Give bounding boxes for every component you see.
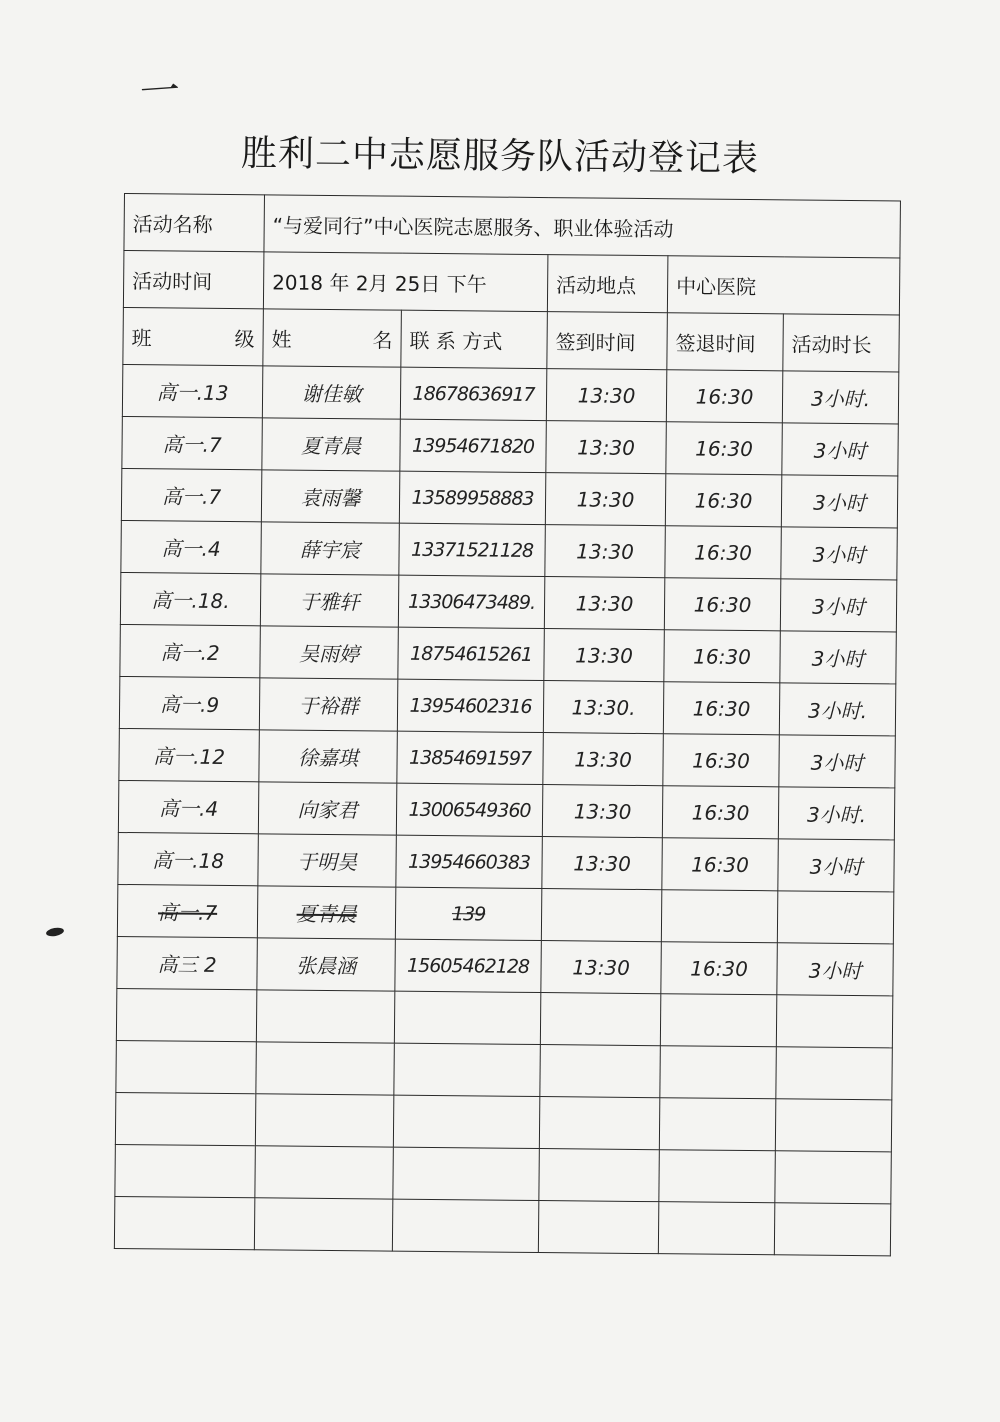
name-cell: 于明昊 [258, 834, 396, 887]
class-cell: 高一.9 [119, 676, 259, 729]
sign-out-cell: 16:30 [661, 942, 777, 995]
sign-in-cell [538, 1201, 658, 1254]
class-cell: 高一.2 [120, 624, 260, 677]
class-cell: 高三 2 [117, 936, 257, 989]
class-cell: 高一.12 [119, 728, 259, 781]
name-cell [254, 1198, 392, 1251]
volunteer-row [115, 1144, 891, 1203]
header-class [123, 307, 264, 365]
activity-name-value: “与爱同行”中心医院志愿服务、职业体验活动 [264, 195, 901, 258]
name-cell: 张晨涵 [257, 938, 395, 991]
phone-cell: 139 [395, 887, 541, 940]
sign-in-cell: 13:30 [544, 577, 664, 630]
phone-cell [394, 991, 540, 1044]
registration-sheet [114, 193, 901, 1256]
sign-out-cell: 16:30 [664, 630, 780, 683]
sign-out-cell [659, 1098, 775, 1151]
activity-time-row [123, 251, 900, 315]
name-cell: 于裕群 [259, 678, 397, 731]
name-cell [255, 1146, 393, 1199]
name-cell: 向家君 [258, 782, 396, 835]
name-cell: 于雅轩 [260, 574, 398, 627]
duration-cell [775, 1151, 891, 1204]
name-cell: 谢佳敏 [262, 366, 400, 419]
duration-cell: 3小时 [780, 579, 896, 632]
sign-in-cell: 13:30 [542, 785, 662, 838]
phone-cell [392, 1199, 538, 1252]
duration-cell [774, 1203, 890, 1256]
class-cell [115, 1092, 255, 1145]
name-cell: 吴雨婷 [260, 626, 398, 679]
phone-cell [393, 1095, 539, 1148]
volunteer-row [121, 468, 897, 527]
header-name [263, 309, 402, 367]
name-cell: 夏青晨 [257, 886, 395, 939]
activity-time-value: 2018 年 2月 25日 下午 [263, 252, 548, 312]
sign-out-cell [659, 1150, 775, 1203]
duration-cell [776, 995, 892, 1048]
sign-in-cell: 13:30 [546, 421, 666, 474]
header-contact: 联 系 方式 [401, 310, 548, 368]
volunteer-row [117, 884, 893, 943]
sign-out-cell: 16:30 [663, 682, 779, 735]
phone-cell: 15605462128 [395, 939, 541, 992]
duration-cell [776, 1047, 892, 1100]
sign-out-cell [658, 1202, 774, 1255]
volunteer-row [122, 364, 898, 423]
class-cell: 高一.18 [118, 832, 258, 885]
class-cell: 高一.4 [118, 780, 258, 833]
volunteer-row [118, 832, 894, 891]
header-duration: 活动时长 [783, 314, 900, 372]
class-cell [115, 1144, 255, 1197]
volunteer-row [118, 780, 894, 839]
sign-in-cell: 13:30 [545, 525, 665, 578]
duration-cell: 3小时 [779, 735, 895, 788]
class-cell [116, 1040, 256, 1093]
sign-out-cell [660, 1046, 776, 1099]
duration-cell: 3小时 [777, 943, 893, 996]
sign-in-cell: 13:30 [544, 629, 664, 682]
phone-cell: 18754615261 [398, 627, 544, 680]
header-name-char-1: 姓 [271, 326, 292, 352]
duration-cell: 3小时 [781, 475, 897, 528]
volunteer-row [116, 1040, 892, 1099]
name-cell [256, 990, 394, 1043]
duration-cell [775, 1099, 891, 1152]
sign-out-cell: 16:30 [663, 734, 779, 787]
sign-in-cell [539, 1149, 659, 1202]
activity-place-value: 中心医院 [667, 256, 900, 315]
phone-cell: 13954671820 [400, 419, 546, 472]
header-class-char-1: 班 [131, 325, 152, 350]
sign-out-cell [660, 994, 776, 1047]
volunteer-row [119, 728, 895, 787]
phone-cell: 13854691597 [397, 731, 543, 784]
name-cell: 薛宇宸 [261, 522, 399, 575]
sign-out-cell: 16:30 [666, 422, 782, 475]
page-number-mark: 一 [138, 67, 182, 117]
sign-in-cell: 13:30 [545, 473, 665, 526]
sign-out-cell: 16:30 [664, 578, 780, 631]
phone-cell [393, 1147, 539, 1200]
sign-out-cell: 16:30 [666, 370, 782, 423]
class-cell: 高一.7 [122, 416, 262, 469]
sign-out-cell: 16:30 [665, 526, 781, 579]
volunteer-row [114, 1196, 890, 1255]
sign-in-cell: 13:30 [543, 733, 663, 786]
header-sign-in: 签到时间 [547, 312, 668, 370]
class-cell: 高一.7 [117, 884, 257, 937]
class-cell: 高一.7 [121, 468, 261, 521]
phone-cell: 13306473489. [398, 575, 544, 628]
sign-in-cell [541, 889, 661, 942]
form-title: 胜利二中志愿服务队活动登记表 [240, 133, 760, 180]
name-cell [255, 1094, 393, 1147]
phone-cell: 13589958883 [399, 471, 545, 524]
volunteer-row [117, 936, 893, 995]
volunteer-row [116, 988, 892, 1047]
sign-in-cell: 13:30 [546, 369, 666, 422]
sign-out-cell: 16:30 [662, 786, 778, 839]
duration-cell: 3小时 [781, 527, 897, 580]
phone-cell: 13954660383 [396, 835, 542, 888]
phone-cell: 13954602316 [397, 679, 543, 732]
ink-blot [45, 926, 64, 937]
volunteer-row [120, 572, 896, 631]
duration-cell: 3小时. [782, 371, 898, 424]
volunteer-row [120, 624, 896, 683]
class-cell: 高一.18. [120, 572, 260, 625]
phone-cell: 13006549360 [396, 783, 542, 836]
class-cell: 高一.13 [122, 364, 262, 417]
sign-out-cell: 16:30 [665, 474, 781, 527]
duration-cell: 3小时. [778, 787, 894, 840]
sign-in-cell [540, 993, 660, 1046]
volunteer-row [122, 416, 898, 475]
registration-table [114, 193, 901, 1256]
name-cell: 夏青晨 [262, 418, 400, 471]
duration-cell: 3小时 [780, 631, 896, 684]
column-header-row [123, 307, 900, 371]
class-cell [116, 988, 256, 1041]
activity-name-row [124, 194, 901, 258]
volunteer-row [115, 1092, 891, 1151]
activity-time-label: 活动时间 [123, 251, 264, 309]
volunteer-row [121, 520, 897, 579]
phone-cell: 18678636917 [400, 367, 546, 420]
sign-in-cell: 13:30 [542, 837, 662, 890]
name-cell: 袁雨馨 [261, 470, 399, 523]
class-cell: 高一.4 [121, 520, 261, 573]
duration-cell: 3小时. [779, 683, 895, 736]
phone-cell: 13371521128 [399, 523, 545, 576]
sign-out-cell: 16:30 [662, 838, 778, 891]
volunteer-row [119, 676, 895, 735]
sign-in-cell [539, 1097, 659, 1150]
header-class-char-2: 级 [234, 326, 255, 351]
phone-cell [394, 1043, 540, 1096]
class-cell [114, 1196, 254, 1249]
activity-place-label: 活动地点 [547, 255, 668, 313]
name-cell [256, 1042, 394, 1095]
sign-in-cell: 13:30 [541, 941, 661, 994]
duration-cell [777, 891, 893, 944]
header-sign-out: 签退时间 [667, 313, 784, 371]
name-cell: 徐嘉琪 [259, 730, 397, 783]
sign-in-cell [540, 1045, 660, 1098]
activity-name-label: 活动名称 [124, 194, 265, 252]
sign-in-cell: 13:30. [543, 681, 663, 734]
duration-cell: 3小时 [778, 839, 894, 892]
sign-out-cell [661, 890, 777, 943]
duration-cell: 3小时 [782, 423, 898, 476]
header-name-char-2: 名 [372, 327, 393, 353]
